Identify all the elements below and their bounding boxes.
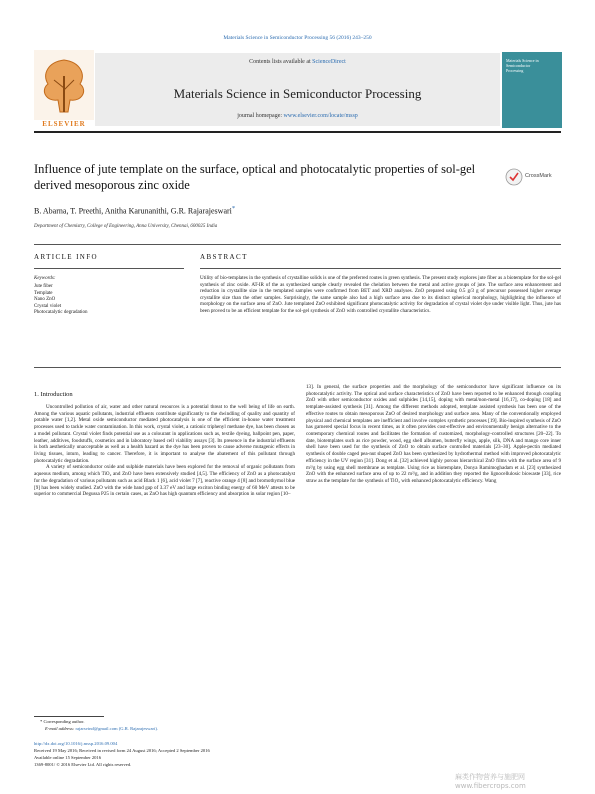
doi-link[interactable]: http://dx.doi.org/10.1016/j.mssp.2016.09.004 xyxy=(34,741,118,746)
keyword[interactable]: Template xyxy=(34,290,53,296)
body-paragraph: Uncontrolled pollution of air, water and other natural resources is a potential threat to the well being of life on earth. Among the various aquatic pollutants, industrial effluents contribute significantly to the dwindling of quality and quantity of potable water [1,2]. Metal oxide semiconductor mediated photocatalysis is one of the efficient in-house water treatment processes used to tackle water contamination. In this work, crystal violet, a cationic triphenyl methane dye, has been chosen as a model pollutant. Crystal violet finds potential use as a colourant in applications such as, textile dyeing, ballpoint pen, paper, leather, additives, foodstuffs, cosmetics and in laboratory based cell viability assays [3]. Its presence in the industrial effluents is both aesthetically unacceptable as well as a health hazard as the dye has been proven to cause adverse mutagenic effects in living tissues, inturn, leading to cancer. Therefore, it is important to analyse the abatement of this pollutant through photocatalytic degradation. xyxy=(34,404,295,464)
header-divider xyxy=(34,131,561,133)
article-info-heading: ARTICLE INFO xyxy=(34,253,99,261)
introduction-heading: 1. Introduction xyxy=(34,391,73,398)
section-divider xyxy=(34,244,561,245)
article-title: Influence of jute template on the surface, optical and photocatalytic properties of sol-gel derived mesoporous zinc oxide xyxy=(34,162,476,192)
keyword[interactable]: Nano ZnO xyxy=(34,297,56,303)
corresponding-author-mark[interactable]: * xyxy=(231,205,236,212)
corresponding-footnote: * Corresponding author. xyxy=(40,719,85,724)
journal-homepage xyxy=(95,113,500,119)
homepage-prefix: journal homepage: xyxy=(237,113,283,119)
abstract-text: Utility of bio-templates in the synthesis of crystalline solids is one of the preferred routes in green synthesis. The present study explores jute fiber as a biotemplate for the sol-gel synthesis of zinc oxide. AT-IR of the as synthesized sample clearly revealed the chelation between the metal and active groups of jute. The surface area enhancement and reduction in crystallite size in the templated samples were confirmed from BET and XRD analyses. ZnO prepared using 0.5 g/3 g of precursor possessed higher average crystallite size than the other samples. Surprisingly, the same sample also had a high surface area due to its distinct spherical morphology, highlighting the influence of morphology on the surface area of ZnO. Jute templated ZnO exhibited significant photocatalytic activity for degradation of crystal violet dye under visible light. Thus, jute has been proved to be an efficient template for the sol-gel synthesis of ZnO with controlled crystallite characteristics. xyxy=(200,275,561,314)
abstract-heading: ABSTRACT xyxy=(200,253,248,261)
copyright-notice: 1369-8001/ © 2016 Elsevier Ltd. All rights reserved. xyxy=(34,762,132,767)
email-link[interactable]: rajarsvind@gmail.com (G.R. Rajarajeswari). xyxy=(75,726,159,731)
abstract-rule xyxy=(200,268,561,269)
email-label: E-mail address: xyxy=(45,726,75,731)
authors-text: B. Abarna, T. Preethi, Anitha Karunanithi, G.R. Rajarajeswari xyxy=(34,206,232,216)
crossmark-badge[interactable] xyxy=(505,168,560,186)
cover-line: Processing xyxy=(506,68,524,73)
body-left-column xyxy=(34,404,295,498)
crossmark-icon xyxy=(505,168,523,186)
cover-line: Semiconductor xyxy=(506,63,531,68)
received-dates: Received 19 May 2016; Received in revised form 24 August 2016; Accepted 2 September 2016 xyxy=(34,748,210,753)
contents-available xyxy=(95,59,500,65)
affiliation: Department of Chemistry, College of Engineering, Anna University, Chennai, 600025 India xyxy=(34,224,218,229)
online-date: Available online 15 September 2016 xyxy=(34,755,102,760)
abstract-bottom-rule xyxy=(34,367,561,368)
contents-prefix: Contents lists available at xyxy=(249,59,311,65)
journal-title: Materials Science in Semiconductor Processing xyxy=(173,86,422,101)
email-footnote xyxy=(45,726,158,731)
cover-line: Materials Science in xyxy=(506,58,539,63)
elsevier-tree-logo xyxy=(34,50,94,128)
article-info-rule xyxy=(34,268,184,269)
journal-citation[interactable]: Materials Science in Semiconductor Processing 56 (2016) 243–250 xyxy=(223,35,372,41)
crossmark-label: CrossMark xyxy=(525,173,552,179)
keywords-label: Keywords: xyxy=(34,276,56,281)
publisher-name: ELSEVIER xyxy=(42,120,86,128)
keywords-list xyxy=(34,284,87,317)
keyword[interactable]: Jute fiber xyxy=(34,284,53,289)
homepage-link[interactable]: www.elsevier.com/locate/mssp xyxy=(283,113,358,119)
sciencedirect-link[interactable]: ScienceDirect xyxy=(312,59,346,65)
body-paragraph: 13]. In general, the surface properties and the morphology of the semiconductor have significant influence on its photocatalytic activity. The optical and surface characteristics of ZnO have been reported to be enhanced through coupling ZnO with other semiconductor oxides and sulphides [14,15], doping with metal/non-metal [16,17], co-doping [18] and template-assisted synthesis [31]. Among the different methods adopted, template assisted synthesis has been one of the effective routes to obtain mesoporous ZnO of desired morphology and surface area. Many of the conventionally employed physical and chemical templates are inefficient and involve complex synthetic processes [19]. Bio-inspired synthesis of ZnO has garnered special focus in recent times, as it often provides cost-effective and environmentally benign alternative to the contemporary chemical routes and facilitates the formation of customized, morphology-controlled structures [20–22]. To date, biotemplates such as rice powder, wood, egg shell albumen, butterfly wings, apple, silk, DNA and mango core inner shell have been used for the synthesis of ZnO to obtain surface controlled materials [23–30]. Apple-pectin mediated synthesis of double caged pea-nut shaped ZnO has been synthesized by hydrothermal method with improved photocatalytic efficiency in the UV region [31]. Dong et al. [32] achieved highly porous hierarchical ZnO films with the surface area of 9 m²/g by using egg shell membrane as template. Using rice as biotemplate, Donya Ramimoghadam et al. [23] synthesized ZnO with the enhanced surface area of up to 22 m²/g, and in addition they reported the lignocellulosic biowaste [33], rice straw as the template for the synthesis of TiO₂ with enhanced photocatalytic efficiency. Wang xyxy=(306,384,561,485)
keyword[interactable]: Crystal violet xyxy=(34,303,62,309)
keyword[interactable]: Photocatalytic degradation xyxy=(34,310,88,316)
author-list xyxy=(34,205,534,216)
body-right-column xyxy=(306,384,561,485)
journal-cover-title xyxy=(506,58,558,73)
site-watermark: 麻类作物营养与施肥网 www.fibercrops.com xyxy=(455,773,526,790)
footnote-rule xyxy=(34,716,104,717)
body-paragraph: A variety of semiconductor oxide and sulphide materials have been explored for the removal of organic pollutants from aqueous medium, among which TiO₂ and ZnO have been extensively studied [4,5]. The efficiency of ZnO as a photocatalyst for the degradation of various pollutants such as acid Black 1 [6], acid violet 7 [7], reactive orange 4 [8] and bromothymol blue [9] has been widely studied. ZnO with the wide band gap of 3.37 eV and large exciton binding energy of 60 MeV attests to be superior to commercial Degussa P25 in certain cases, as ZnO has high quantum efficiency and absorption in solar region [10– xyxy=(34,464,295,498)
